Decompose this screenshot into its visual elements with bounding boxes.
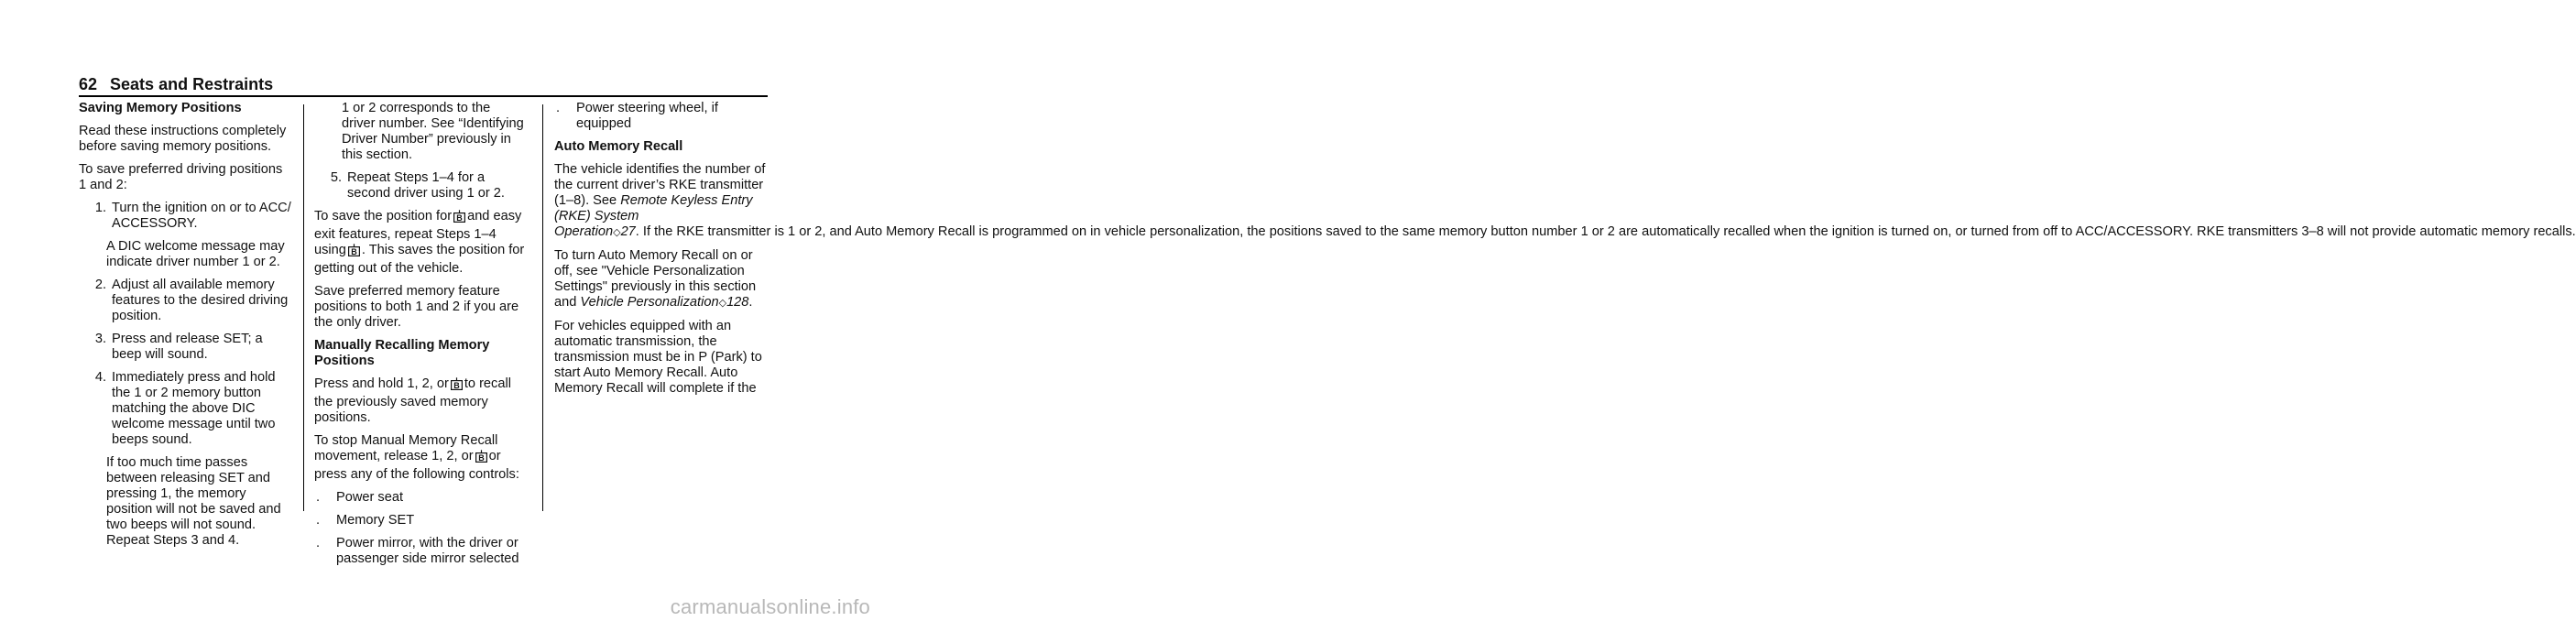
list-item <box>554 101 767 132</box>
page-ref-128[interactable]: 128 <box>726 295 749 310</box>
list-item <box>314 490 527 506</box>
column-divider-1 <box>303 104 304 511</box>
bullet-marker: . <box>556 101 561 115</box>
svg-text:B: B <box>351 247 357 256</box>
manual-recall-heading: Manually Recalling Memory Positions <box>314 338 490 368</box>
bullet-marker: . <box>316 513 321 528</box>
step-number: 3. <box>94 332 106 346</box>
step-4 <box>79 370 291 448</box>
step-1-note: A DIC welcome message may indicate driver number 1 or 2. <box>106 239 285 269</box>
column-divider-2 <box>542 104 543 511</box>
bullet-text: Power mirror, with the driver or passenger side mirror selected <box>336 536 519 566</box>
bullet-marker: . <box>316 536 321 550</box>
column-1 <box>79 101 291 556</box>
step-text: Turn the ignition on or to ACC/ ACCESSORY. <box>112 201 291 231</box>
bullet-marker: . <box>316 490 321 505</box>
memory-b-button-icon <box>348 244 360 261</box>
auto-recall-paragraph: The vehicle identifies the number of the current driver’s RKE transmitter (1–8). See Remote Keyless Entry (RKE) System Operation◇27. If the RKE transmitter is 1 or 2, and Auto Memory Recall is programmed on in vehicle personalization, the positions saved to the same memory button number 1 or 2 are automatically recalled when the ignition is turned on, or turned from off to ACC/ACCESSORY. RKE transmitters 3–8 will not provide automatic memory recalls. <box>554 162 2576 239</box>
step-text: Immediately press and hold the 1 or 2 memory button matching the above DIC welcome message until two beeps sound. <box>112 370 276 447</box>
list-item <box>314 513 527 528</box>
intro-paragraph: Read these instructions completely before saving memory positions. <box>79 124 287 154</box>
step-5 <box>314 170 527 202</box>
memory-b-button-icon <box>451 377 463 395</box>
save-both-paragraph: Save preferred memory feature positions to both 1 and 2 if you are the only driver. <box>314 284 519 330</box>
saving-memory-heading: Saving Memory Positions <box>79 101 242 115</box>
bullet-text: Memory SET <box>336 513 415 528</box>
list-item <box>314 536 527 567</box>
recall-paragraph: Press and hold 1, 2, or B to recall the previously saved memory positions. <box>314 376 511 425</box>
turn-on-off-paragraph: To turn Auto Memory Recall on or off, see "Vehicle Personalization Settings" previously in this section and Vehicle Personalization◇128. <box>554 248 757 310</box>
step-4-continued: 1 or 2 corresponds to the driver number. See “Identifying Driver Number” previously in this section. <box>342 101 524 162</box>
step-2 <box>79 278 291 324</box>
step-text: Adjust all available memory features to the desired driving position. <box>112 278 289 323</box>
page-ref-27[interactable]: 27 <box>620 224 636 239</box>
page-ref-icon: ◇ <box>718 298 727 309</box>
watermark: carmanualsonline.info <box>670 595 870 618</box>
rke-link[interactable]: Remote Keyless Entry (RKE) System Operation <box>554 193 753 239</box>
bullet-text: Power steering wheel, if equipped <box>576 101 718 131</box>
step-1 <box>79 201 291 232</box>
step-number: 1. <box>94 201 106 215</box>
vehicle-personalization-link[interactable]: Vehicle Personalization <box>580 295 719 310</box>
page-ref-icon: ◇ <box>613 227 621 238</box>
step-number: 5. <box>330 170 342 185</box>
step-text: Repeat Steps 1–4 for a second driver using 1 or 2. <box>347 170 505 201</box>
page-header <box>79 75 768 95</box>
stop-paragraph: To stop Manual Memory Recall movement, release 1, 2, or B or press any of the following controls: <box>314 433 519 482</box>
bullet-text: Power seat <box>336 490 404 505</box>
memory-b-button-icon <box>453 210 465 227</box>
section-title: Seats and Restraints <box>110 75 274 93</box>
svg-text:B: B <box>477 453 485 463</box>
step-3 <box>79 332 291 363</box>
lead-paragraph: To save preferred driving positions 1 and 2: <box>79 162 283 192</box>
exit-paragraph: To save the position for B and easy exit features, repeat Steps 1–4 using B . This saves the position for getting out of the vehicle. <box>314 209 525 276</box>
auto-recall-heading: Auto Memory Recall <box>554 139 683 154</box>
svg-text:B: B <box>453 381 460 390</box>
vehicles-paragraph: For vehicles equipped with an automatic transmission, the transmission must be in P (Park) to start Auto Memory Recall. Auto Memory Recall will complete if the <box>554 319 762 396</box>
step-4-note: If too much time passes between releasing SET and pressing 1, the memory position will not be saved and two beeps will not sound. Repeat Steps 3 and 4. <box>106 455 281 548</box>
header-rule <box>79 95 768 97</box>
svg-text:B: B <box>456 213 463 223</box>
step-text: Press and release SET; a beep will sound. <box>112 332 263 362</box>
step-number: 4. <box>94 370 106 385</box>
memory-b-button-icon <box>475 450 487 467</box>
page-number: 62 <box>79 75 98 93</box>
step-number: 2. <box>94 278 106 292</box>
column-3 <box>554 101 2576 404</box>
column-2 <box>314 101 527 574</box>
